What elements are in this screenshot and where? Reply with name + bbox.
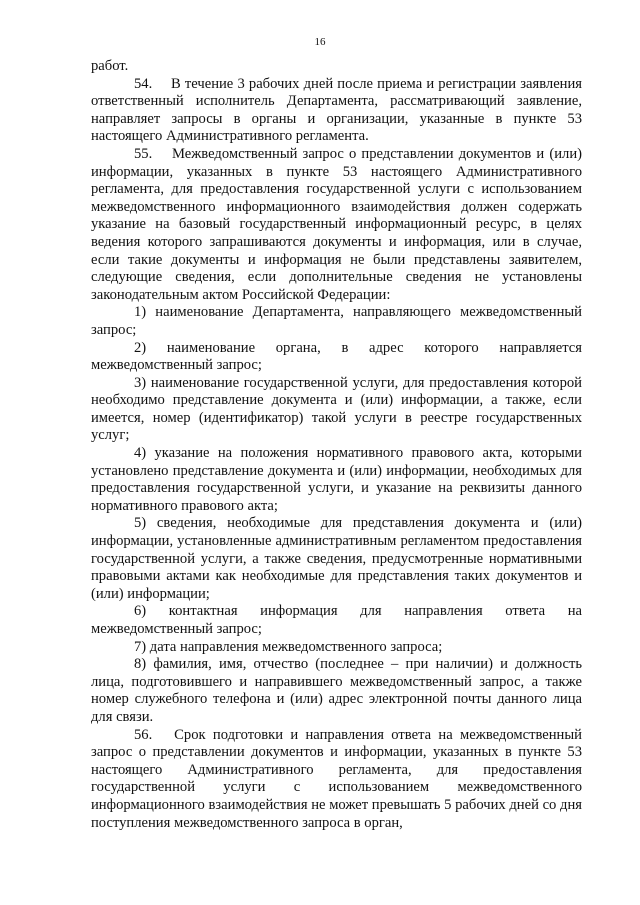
- paragraph-54: 54. В течение 3 рабочих дней после приема и регистрации заявления ответственный исполнитель Департамента, рассматривающий заявление, направляет запросы в органы и организации, указанные в пункте 53 настоящего Административного регламента.: [91, 75, 582, 145]
- list-item-3: 3) наименование государственной услуги, для предоставления которой необходимо представление документа и (или) информации, а также, если имеется, номер (идентификатор) такой услуги в реестре государственных услуг;: [91, 374, 582, 444]
- list-item-5: 5) сведения, необходимые для представления документа и (или) информации, установленные административным регламентом предоставления государственной услуги, а также сведения, предусмотренные нормативными правовыми актами как необходимые для представления таких документов и (или) информации;: [91, 515, 582, 602]
- list-item-7: 7) дата направления межведомственного запроса;: [134, 638, 443, 655]
- document-body: [91, 58, 582, 832]
- list-item-4: 4) указание на положения нормативного правового акта, которыми установлено представление документа и (или) информации, необходимых для предоставления государственной услуги, и указание на реквизиты данного нормативного правового акта;: [91, 445, 582, 514]
- list-item-8: 8) фамилия, имя, отчество (последнее – при наличии) и должность лица, подготовившего и направившего межведомственный запрос, а также номер служебного телефона и (или) адрес электронной почты данного лица для связи.: [91, 656, 582, 725]
- paragraph-continuation: работ.: [91, 58, 129, 74]
- page-number: 16: [314, 36, 326, 48]
- list-item-6: 6) контактная информация для направления ответа на межведомственный запрос;: [91, 603, 582, 637]
- paragraph-56: 56. Срок подготовки и направления ответа на межведомственный запрос о представлении документов и информации, указанных в пункте 53 настоящего Административного регламента, для предоставления государственной услуги с использованием межведомственного информационного взаимодействия не может превышать 5 рабочих дней со дня поступления межведомственного запроса в орган,: [91, 726, 582, 831]
- paragraph-55: 55. Межведомственный запрос о представлении документов и (или) информации, указанных в пункте 53 настоящего Административного регламента, для предоставления государственной услуги с использованием межведомственного информационного взаимодействия должен содержать указание на базовый государственный информационный ресурс, в целях ведения которого запрашиваются документы и информация, или в случае, если такие документы и информация не были представлены заявителем, следующие сведения, если дополнительные сведения не установлены законодательным актом Российской Федерации:: [91, 145, 582, 303]
- list-item-1: 1) наименование Департамента, направляющего межведомственный запрос;: [91, 304, 582, 338]
- list-item-2: 2) наименование органа, в адрес которого направляется межведомственный запрос;: [91, 339, 582, 374]
